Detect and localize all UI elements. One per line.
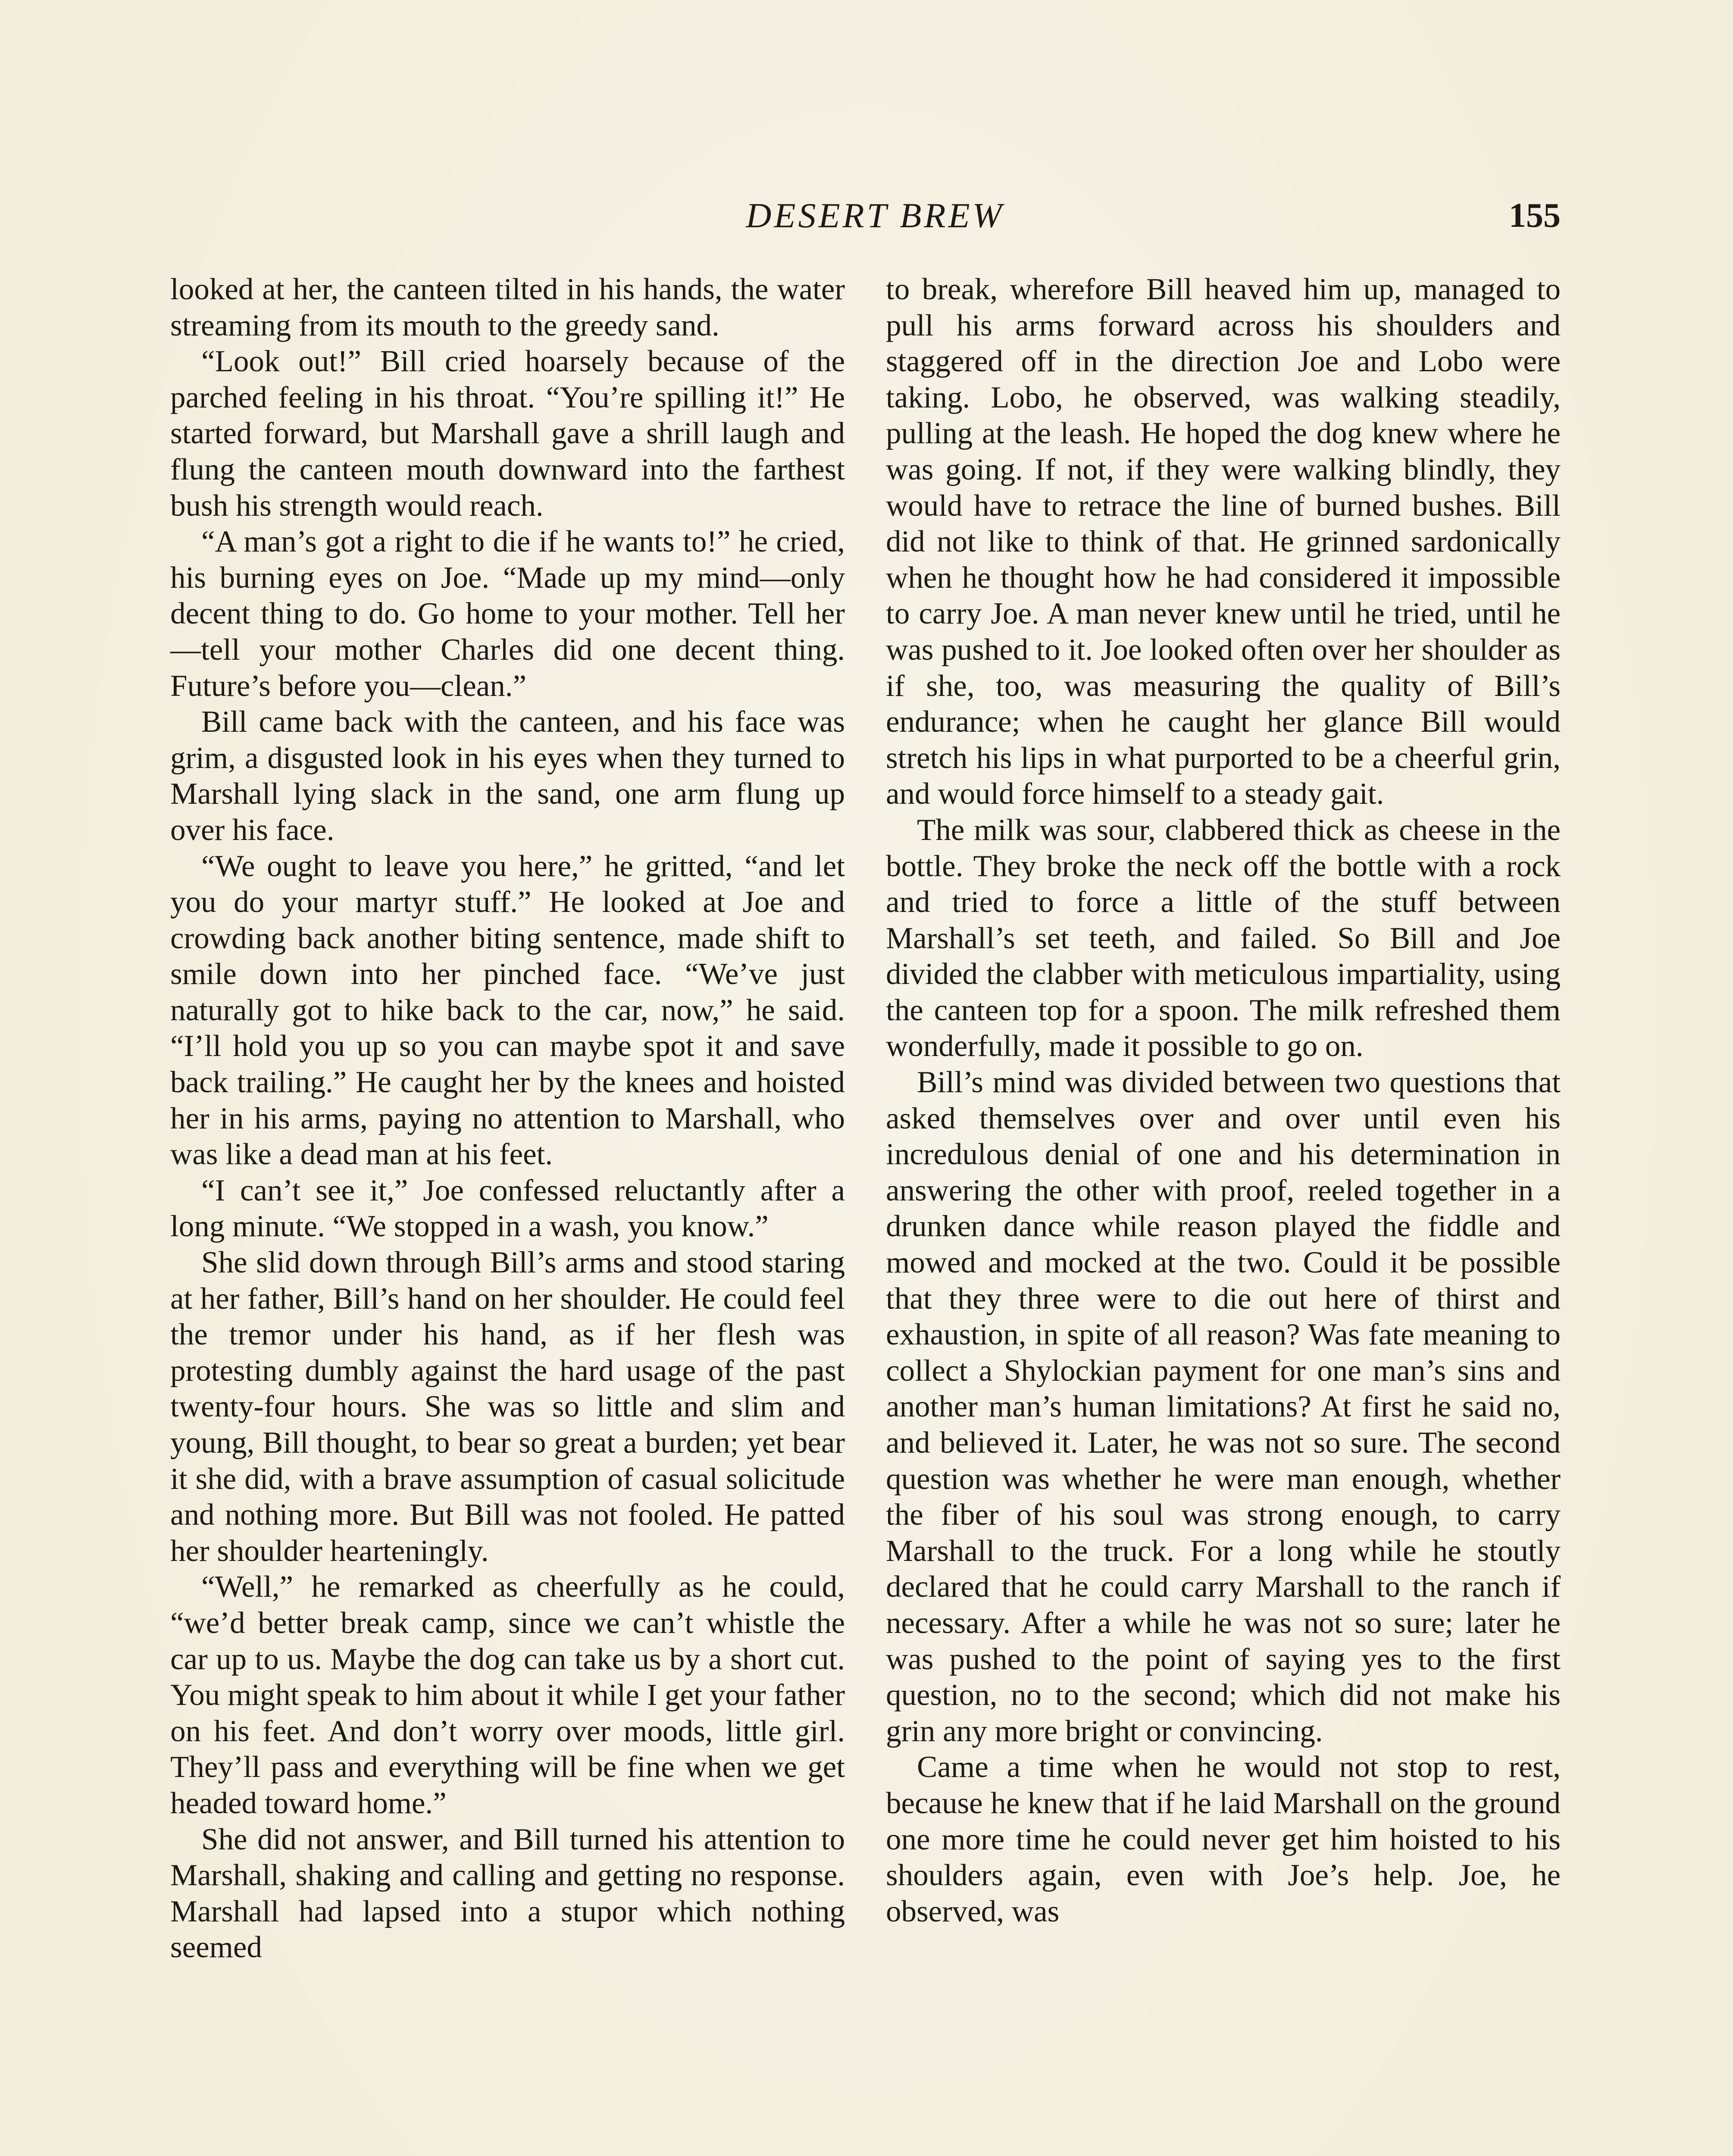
paragraph: “Well,” he remarked as cheerfully as he could, “we’d better break camp, since we can’t whistle the car up to us. Maybe the dog can take us by a short cut. You might speak to him about it while I get your father on his feet. And don’t worry over moods, little girl. They’ll pass and everything will be fine when we get headed toward home.”	[170, 1570, 845, 1820]
running-title: DESERT BREW	[746, 196, 1004, 235]
right-text-column	[886, 272, 1561, 1930]
paragraph: Bill came back with the canteen, and his face was grim, a disgusted look in his eyes when they turned to Marshall lying slack in the sand, one arm flung up over his face.	[170, 705, 845, 847]
page-number: 155	[1509, 197, 1561, 235]
paragraph: to break, wherefore Bill heaved him up, managed to pull his arms forward across his shoulders and staggered off in the direction Joe and Lobo were taking. Lobo, he observed, was walking steadily, pulling at the leash. He hoped the dog knew where he was going. If not, if they were walking blindly, they would have to retrace the line of burned bushes. Bill did not like to think of that. He grinned sardonically when he thought how he had considered it impossible to carry Joe. A man never knew until he tried, until he was pushed to it. Joe looked often over her shoulder as if she, too, was measuring the quality of Bill’s endurance; when he caught her glance Bill would stretch his lips in what purported to be a cheerful grin, and would force himself to a steady gait.	[886, 273, 1561, 811]
paragraph: “Look out!” Bill cried hoarsely because of the parched feeling in his throat. “You’re spilling it!” He started forward, but Marshall gave a shrill laugh and flung the canteen mouth downward into the farthest bush his strength would reach.	[170, 345, 845, 523]
paragraph: “A man’s got a right to die if he wants to!” he cried, his burning eyes on Joe. “Made up my mind—only decent thing to do. Go home to your mother. Tell her —tell your mother Charles did one decent thing. Future’s before you—clean.”	[170, 525, 845, 703]
paragraph: “I can’t see it,” Joe confessed reluctantly after a long minute. “We stopped in a wash, you know.”	[170, 1173, 845, 1244]
paragraph: looked at her, the canteen tilted in his hands, the water streaming from its mouth to the greedy sand.	[170, 273, 845, 342]
paragraph: “We ought to leave you here,” he gritted, “and let you do your martyr stuff.” He looked at Joe and crowding back another biting sentence, made shift to smile down into her pinched face. “We’ve just naturally got to hike back to the car, now,” he said. “I’ll hold you up so you can maybe spot it and save back trailing.” He caught her by the knees and hoisted her in his arms, paying no attention to Marshall, who was like a dead man at his feet.	[170, 849, 845, 1172]
paragraph: Came a time when he would not stop to rest, because he knew that if he laid Marshall on the ground one more time he could never get him hoisted to his shoulders again, even with Joe’s help. Joe, he observed, was	[886, 1750, 1561, 1928]
running-head	[0, 190, 1733, 241]
left-text-column	[170, 272, 845, 1966]
paragraph: The milk was sour, clabbered thick as cheese in the bottle. They broke the neck off the bottle with a rock and tried to force a little of the stuff between Marshall’s set teeth, and failed. So Bill and Joe divided the clabber with meticulous impartiality, using the canteen top for a spoon. The milk refreshed them wonderfully, made it possible to go on.	[886, 813, 1561, 1063]
paragraph: She did not answer, and Bill turned his attention to Marshall, shaking and calling and getting no response. Marshall had lapsed into a stupor which nothing seemed	[170, 1822, 845, 1965]
paragraph: Bill’s mind was divided between two questions that asked themselves over and over until even his incredulous denial of one and his determination in answering the other with proof, reeled together in a drunken dance while reason played the fiddle and mowed and mocked at the two. Could it be possible that they three were to die out here of thirst and exhaustion, in spite of all reason? Was fate meaning to collect a Shylockian payment for one man’s sins and another man’s human limitations? At first he said no, and believed it. Later, he was not so sure. The second question was whether he were man enough, whether the fiber of his soul was strong enough, to carry Marshall to the truck. For a long while he stoutly declared that he could carry Marshall to the ranch if necessary. After a while he was not so sure; later he was pushed to the point of saying yes to the first question, no to the second; which did not make his grin any more bright or convincing.	[886, 1065, 1561, 1748]
paragraph: She slid down through Bill’s arms and stood staring at her father, Bill’s hand on her shoulder. He could feel the tremor under his hand, as if her flesh was protesting dumbly against the hard usage of the past twenty-four hours. She was so little and slim and young, Bill thought, to bear so great a burden; yet bear it she did, with a brave assumption of casual solicitude and nothing more. But Bill was not fooled. He patted her shoulder hearteningly.	[170, 1246, 845, 1568]
